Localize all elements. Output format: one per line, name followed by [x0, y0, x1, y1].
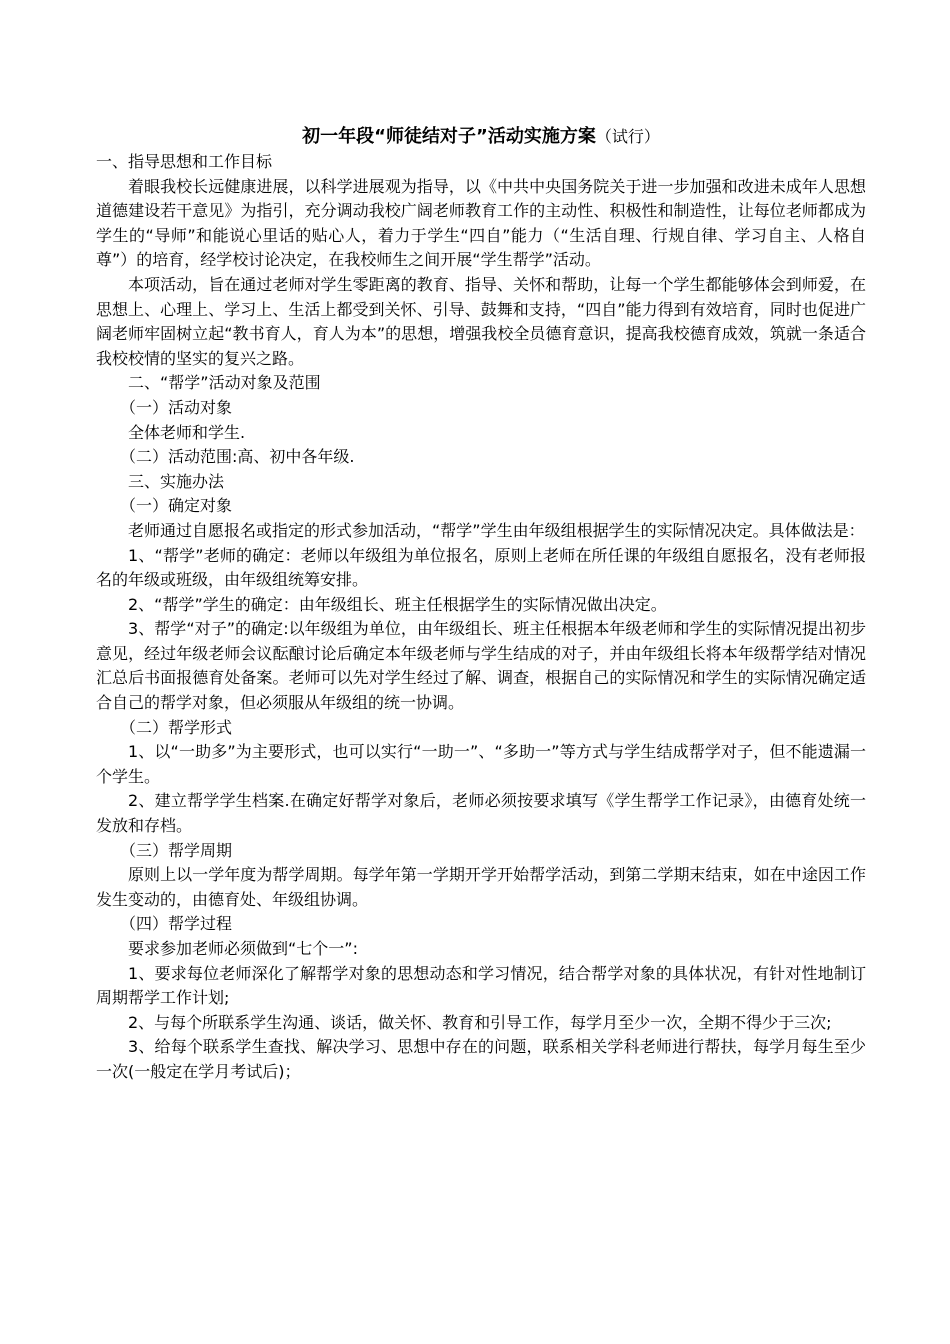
list-item: 1、以“一助多”为主要形式，也可以实行“一助一”、“多助一”等方式与学生结成帮学对子，但不能遗漏一个学生。 — [96, 742, 866, 786]
paragraph: 本项活动，旨在通过老师对学生零距离的教育、指导、关怀和帮助，让每一个学生都能够体会到师爱，在思想上、心理上、学习上、生活上都受到关怀、引导、鼓舞和支持，“四自”能力得到有效培育，同时也促进广阔老师牢固树立起“教书育人，育人为本”的思想，增强我校全员德育意识，提高我校德育成效，筑就一条适合我校校情的坚实的复兴之路。 — [96, 274, 866, 368]
paragraph: 着眼我校长远健康进展，以科学进展观为指导，以《中共中央国务院关于进一步加强和改进未成年人思想道德建设若干意见》为指引，充分调动我校广阔老师教育工作的主动性、积极性和制造性，让每位老师都成为学生的“导师”和能说心里话的贴心人，着力于学生“四自”能力（“生活自理、行规自律、学习自主、人格自尊”）的培育，经学校讨论决定，在我校师生之间开展“学生帮学”活动。 — [96, 176, 866, 270]
paragraph: 全体老师和学生. — [128, 422, 246, 442]
subsection-heading: （一）确定对象 — [120, 496, 233, 516]
list-item: 2、与每个所联系学生沟通、谈话，做关怀、教育和引导工作，每学月至少一次，全期不得少于三次; — [128, 1012, 832, 1032]
subsection-heading: （三）帮学周期 — [120, 840, 233, 860]
subsection-heading: （二）帮学形式 — [120, 717, 233, 737]
document-body — [96, 124, 866, 1085]
list-item: 2、“帮学”学生的确定：由年级组长、班主任根据学生的实际情况做出决定。 — [128, 594, 667, 614]
paragraph: 一、指导思想和工作目标 — [96, 152, 273, 171]
paragraph: 老师通过自愿报名或指定的形式参加活动，“帮学”学生由年级组根据学生的实际情况决定。具体做法是： — [128, 520, 865, 540]
title-main: 初一年段“师徒结对子”活动实施方案 — [302, 126, 596, 147]
list-item: 1、要求每位老师深化了解帮学对象的思想动态和学习情况，结合帮学对象的具体状况，有针对性地制订周期帮学工作计划; — [96, 963, 866, 1008]
list-item: 2、建立帮学学生档案.在确定好帮学对象后，老师必须按要求填写《学生帮学工作记录》，由德育处统一发放和存档。 — [96, 791, 866, 836]
list-item: 1、“帮学”老师的确定：老师以年级组为单位报名，原则上老师在所任课的年级组自愿报名，没有老师报名的年级或班级，由年级组统筹安排。 — [96, 545, 866, 590]
subsection-heading: （一）活动对象 — [120, 397, 233, 417]
paragraph: 原则上以一学年度为帮学周期。每学年第一学期开学开始帮学活动，到第二学期末结束，如在中途因工作发生变动的，由德育处、年级组协调。 — [96, 865, 866, 909]
list-item: 3、帮学“对子”的确定:以年级组为单位，由年级组长、班主任根据本年级老师和学生的实际情况提出初步意见，经过年级老师会议酝酿讨论后确定本年级老师与学生结成的对子，并由年级组长将本年级帮学结对情况汇总后书面报德育处备案。老师可以先对学生经过了解、调查，根据自己的实际情况和学生的实际情况确定适合自己的帮学对象，但必须服从年级组的统一协调。 — [96, 619, 866, 713]
subsection-heading: （二）活动范围:高、初中各年级. — [120, 447, 355, 467]
section-heading: 三、实施办法 — [128, 471, 225, 491]
list-item: 3、给每个联系学生查找、解决学习、思想中存在的问题，联系相关学科老师进行帮扶，每学月每生至少一次(一般定在学月考试后)； — [96, 1037, 866, 1081]
subsection-heading: （四）帮学过程 — [120, 914, 233, 934]
document-title — [96, 124, 866, 150]
section-heading: 二、“帮学”活动对象及范围 — [128, 373, 321, 393]
title-sub: （试行） — [595, 127, 660, 146]
paragraph: 要求参加老师必须做到“七个一”: — [128, 939, 358, 958]
